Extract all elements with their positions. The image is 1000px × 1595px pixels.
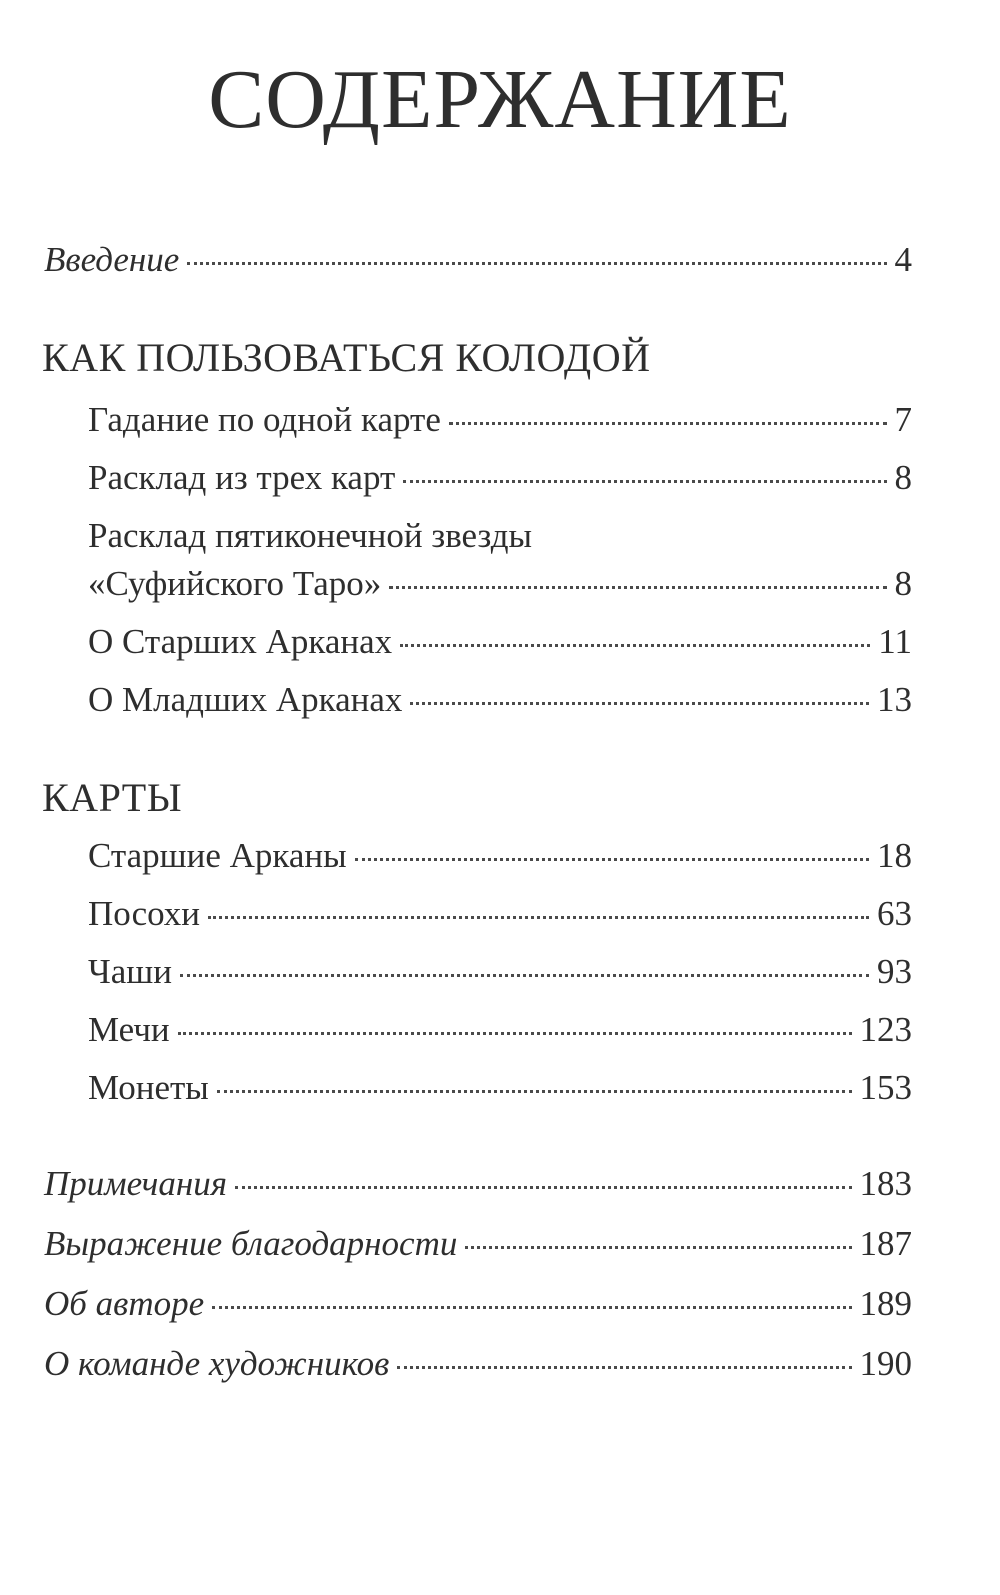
toc-entry[interactable] (88, 1070, 912, 1105)
toc-page-number: 189 (859, 1284, 912, 1323)
toc-page-number: 187 (859, 1224, 912, 1263)
toc-entry-acknowledgements[interactable] (44, 1226, 912, 1261)
toc-entry-label: Посохи (88, 894, 201, 933)
toc-page-number: 8 (894, 564, 912, 603)
dot-leader (178, 1032, 852, 1035)
toc-entry[interactable] (88, 838, 912, 873)
toc-entry[interactable] (88, 1012, 912, 1047)
toc-page-number: 13 (877, 680, 912, 719)
section-heading-cards: КАРТЫ (42, 775, 183, 820)
toc-entry[interactable] (88, 460, 912, 495)
toc-page-number: 11 (878, 622, 912, 661)
toc-entry-label: «Суфийского Таро» (88, 564, 382, 603)
toc-page-number: 153 (859, 1068, 912, 1107)
toc-page-number: 123 (859, 1010, 912, 1049)
toc-entry-label: Старшие Арканы (88, 836, 347, 875)
dot-leader (355, 858, 869, 861)
toc-entry-label: Введение (44, 240, 180, 279)
toc-entry-label: Мечи (88, 1010, 170, 1049)
toc-entry-label: Расклад из трех карт (88, 458, 396, 497)
dot-leader (180, 974, 869, 977)
dot-leader (389, 586, 886, 589)
toc-entry-notes[interactable] (44, 1166, 912, 1201)
dot-leader (449, 422, 887, 425)
toc-page-number: 7 (894, 400, 912, 439)
toc-entry-label: Примечания (44, 1164, 228, 1203)
toc-entry[interactable] (88, 566, 912, 601)
toc-entry[interactable] (88, 954, 912, 989)
toc-page-number: 93 (877, 952, 912, 991)
toc-entry-label: О Младших Арканах (88, 680, 403, 719)
toc-page-number: 8 (894, 458, 912, 497)
toc-page-number: 183 (859, 1164, 912, 1203)
toc-entry-label: Чаши (88, 952, 172, 991)
toc-page-number: 63 (877, 894, 912, 933)
toc-entry-about-author[interactable] (44, 1286, 912, 1321)
toc-entry[interactable] (88, 682, 912, 717)
toc-entry-about-artists[interactable] (44, 1346, 912, 1381)
toc-entry[interactable] (88, 402, 912, 437)
toc-entry-label: Гадание по одной карте (88, 400, 441, 439)
dot-leader (465, 1246, 851, 1249)
dot-leader (212, 1306, 851, 1309)
dot-leader (403, 480, 886, 483)
toc-entry-label: Монеты (88, 1068, 209, 1107)
dot-leader (217, 1090, 852, 1093)
section-heading-how-to-use: КАК ПОЛЬЗОВАТЬСЯ КОЛОДОЙ (42, 335, 651, 380)
toc-page-number: 190 (859, 1344, 912, 1383)
toc-entry-label-line1[interactable]: Расклад пятиконечной звезды (88, 516, 533, 555)
toc-page-number: 18 (877, 836, 912, 875)
toc-entry[interactable] (88, 896, 912, 931)
toc-entry-label: Об авторе (44, 1284, 205, 1323)
dot-leader (397, 1366, 851, 1369)
toc-entry-label: О команде художников (44, 1344, 390, 1383)
dot-leader (410, 702, 869, 705)
toc-entry-label: О Старших Арканах (88, 622, 393, 661)
toc-entry-label: Выражение благодарности (44, 1224, 458, 1263)
dot-leader (235, 1186, 851, 1189)
toc-page-number: 4 (894, 240, 912, 279)
dot-leader (400, 644, 870, 647)
dot-leader (187, 262, 886, 265)
page-title: СОДЕРЖАНИЕ (208, 53, 792, 146)
toc-entry-introduction[interactable] (44, 242, 912, 277)
dot-leader (208, 916, 869, 919)
toc-entry[interactable] (88, 624, 912, 659)
